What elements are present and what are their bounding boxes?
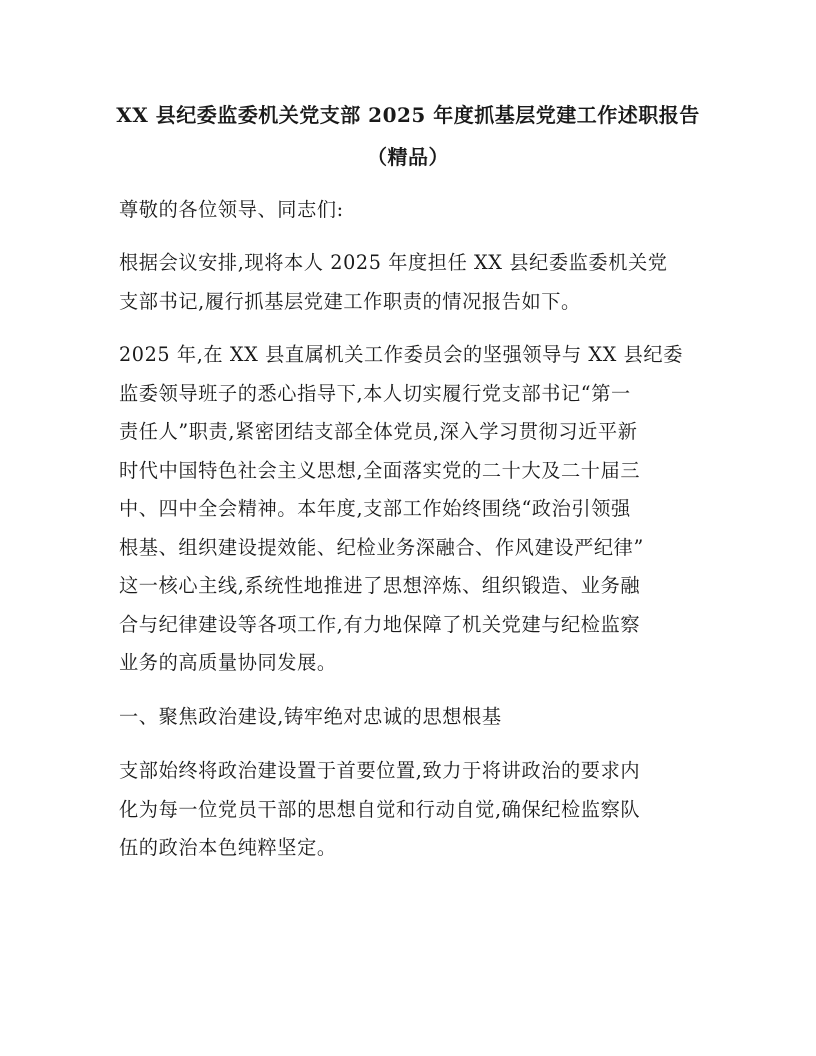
paragraph-line: 化为每一位党员干部的思想自觉和行动自觉,确保纪检监察队: [119, 797, 641, 821]
paragraph-line: 伍的政治本色纯粹坚定。: [119, 836, 337, 859]
section-heading-text: 一、聚焦政治建设,铸牢绝对忠诚的思想根基: [119, 705, 502, 728]
section-heading-1: [119, 698, 699, 737]
paragraph-line: 支部始终将政治建设置于首要位置,致力于将讲政治的要求内: [119, 759, 641, 782]
paragraph-intro: [119, 244, 699, 321]
title-line-2: （精品）: [367, 145, 449, 169]
paragraph-line: 合与纪律建设等各项工作,有力地保障了机关党建与纪检监察: [119, 612, 641, 636]
title-line-1: XX 县纪委监委机关党支部 2025 年度抓基层党建工作述职报告: [116, 103, 700, 127]
paragraph-line: 根据会议安排,现将本人 2025 年度担任 XX 县纪委监委机关党: [119, 251, 668, 274]
paragraph-line: 业务的高质量协同发展。: [119, 651, 337, 674]
document-title: [100, 94, 716, 178]
paragraph-line: 中、四中全会精神。本年度,支部工作始终围绕“政治引领强: [119, 497, 631, 520]
salutation-text: 尊敬的各位领导、同志们:: [119, 198, 344, 221]
paragraph-line: 时代中国特色社会主义思想,全面落实党的二十大及二十届三: [119, 458, 641, 482]
paragraph-line: 根基、组织建设提效能、纪检业务深融合、作风建设严纪律”: [119, 535, 644, 559]
paragraph-line: 2025 年,在 XX 县直属机关工作委员会的坚强领导与 XX 县纪委: [119, 343, 684, 366]
salutation: [119, 191, 699, 230]
paragraph-line: 这一核心主线,系统性地推进了思想淬炼、组织锻造、业务融: [119, 574, 641, 597]
paragraph-line: 责任人”职责,紧密团结支部全体党员,深入学习贯彻习近平新: [119, 420, 638, 443]
paragraph-line: 支部书记,履行抓基层党建工作职责的情况报告如下。: [119, 289, 581, 313]
paragraph-line: 监委领导班子的悉心指导下,本人切实履行党支部书记“第一: [119, 381, 631, 405]
paragraph-section-1: [119, 752, 699, 868]
paragraph-overview: [119, 336, 699, 683]
